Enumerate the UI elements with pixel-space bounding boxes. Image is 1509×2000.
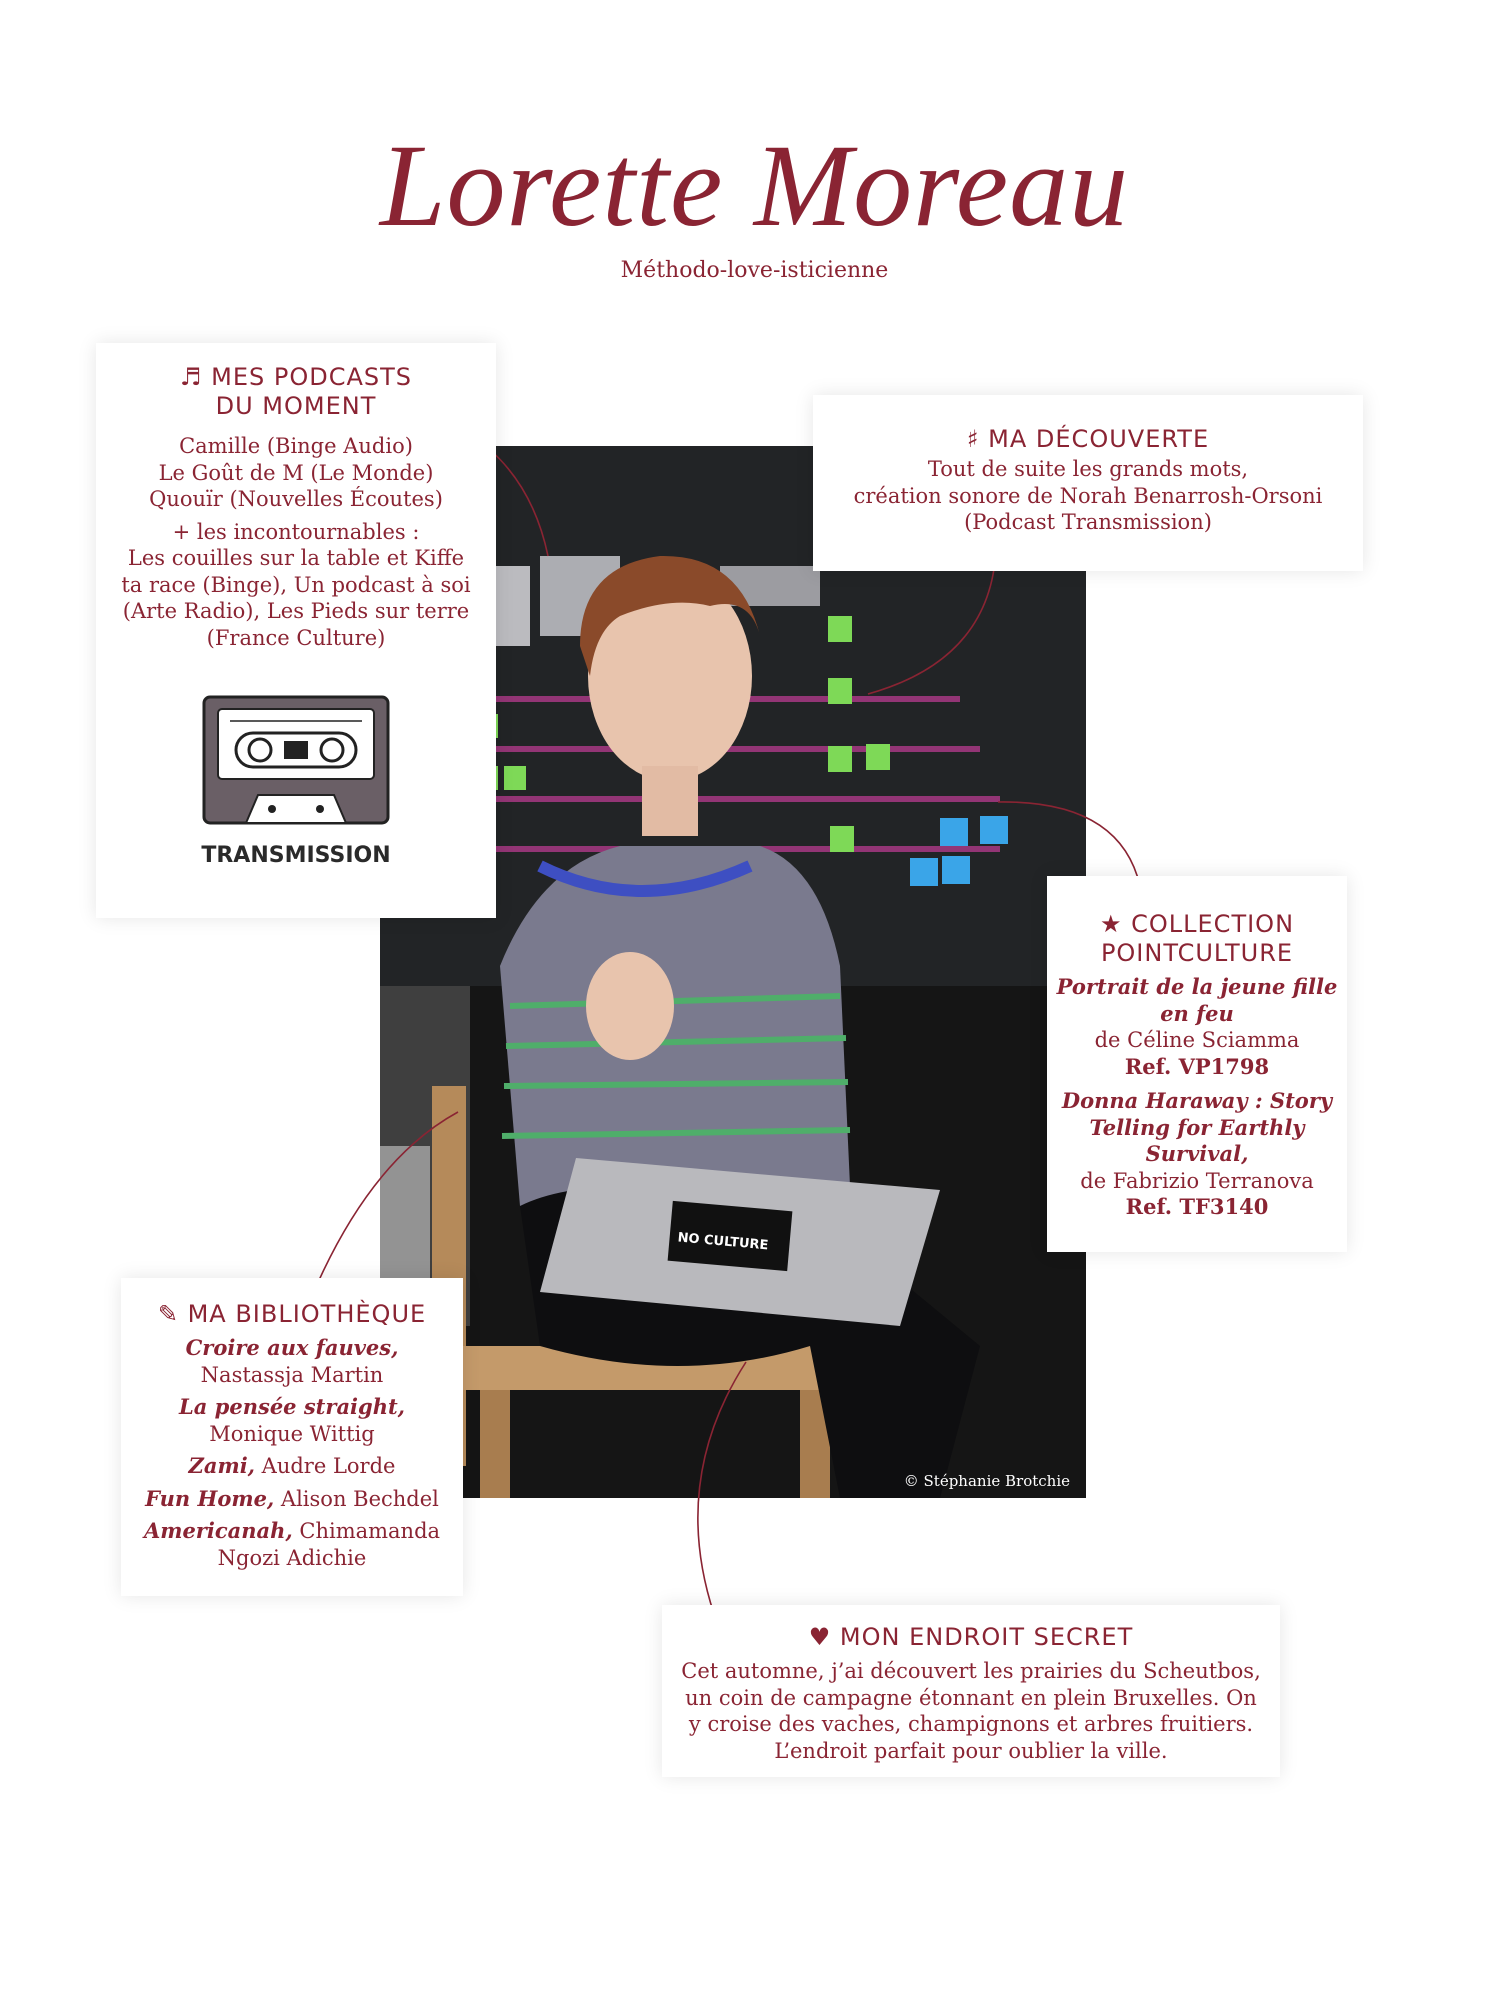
collection-item-ref: Ref. VP1798 (1124, 1053, 1270, 1079)
discovery-card (813, 395, 1363, 571)
secret-line: y croise des vaches, champignons et arbres fruitiers. (688, 1712, 1254, 1736)
collection-item-author: de Fabrizio Terranova (1080, 1168, 1314, 1193)
collection-item-title: Survival, (1145, 1141, 1249, 1166)
podcast-extra-line: Les couilles sur la table et Kiffe (127, 546, 465, 570)
book-entry (121, 1453, 463, 1480)
book-title: Zami, (188, 1453, 255, 1478)
collection-card (1047, 876, 1347, 1252)
secret-line: L’endroit parfait pour oublier la ville. (774, 1738, 1168, 1763)
podcasts-card (96, 343, 496, 918)
podcast-item: Quouïr (Nouvelles Écoutes) (149, 487, 443, 511)
book-author: Nastassja Martin (200, 1362, 384, 1387)
heart-icon: ♥ (808, 1623, 832, 1651)
collection-item-title: Portrait de la jeune fille (1056, 974, 1338, 999)
music-note-icon: ♬ (179, 363, 203, 391)
book-title: Croire aux fauves, (185, 1335, 399, 1360)
podcasts-title: ♬ MES PODCASTS DU MOMENT (179, 363, 413, 420)
star-icon: ★ (1099, 910, 1123, 938)
podcast-extra-line: (Arte Radio), Les Pieds sur terre (122, 599, 470, 623)
book-author: Audre Lorde (255, 1454, 396, 1478)
book-title: Americanah, (143, 1518, 293, 1543)
discovery-line: Tout de suite les grands mots, (927, 457, 1249, 481)
collection-item-title: en feu (1160, 1000, 1234, 1026)
discovery-title: ♯ MA DÉCOUVERTE (966, 425, 1210, 453)
podcast-extra-intro: + les incontournables : (172, 519, 420, 544)
library-card (121, 1278, 463, 1596)
cassette-icon (196, 691, 396, 835)
book-author: Chimamanda (292, 1519, 441, 1543)
transmission-logo (96, 691, 496, 868)
collection-title: ★ COLLECTION POINTCULTURE (1099, 910, 1295, 967)
podcast-item: Le Goût de M (Le Monde) (158, 460, 434, 485)
collection-item-title: Telling for Earthly (1089, 1114, 1305, 1140)
book-entry (121, 1518, 463, 1545)
collection-item-author: de Céline Sciamma (1094, 1028, 1300, 1052)
book-author: Monique Wittig (209, 1421, 375, 1446)
discovery-line: (Podcast Transmission) (964, 510, 1212, 534)
laptop-sticker-text: NO CULTURE (676, 1230, 769, 1254)
book-title: La pensée straight, (179, 1394, 405, 1419)
library-title: ✎ MA BIBLIOTHÈQUE (157, 1300, 427, 1328)
transmission-logo-text: TRANSMISSION (201, 843, 391, 868)
secret-card (662, 1605, 1280, 1777)
book-author: Ngozi Adichie (217, 1545, 367, 1570)
secret-title: ♥ MON ENDROIT SECRET (808, 1623, 1134, 1651)
discovery-line: création sonore de Norah Benarrosh-Orsoni (853, 483, 1323, 508)
pencil-icon: ✎ (157, 1300, 179, 1328)
collection-item-ref: Ref. TF3140 (1125, 1194, 1269, 1219)
podcast-item: Camille (Binge Audio) (179, 434, 413, 458)
secret-line: un coin de campagne étonnant en plein Bruxelles. On (685, 1685, 1257, 1710)
book-title: Fun Home, (145, 1485, 275, 1511)
hash-icon: ♯ (966, 425, 980, 453)
collection-item-title: Donna Haraway : Story (1061, 1088, 1333, 1113)
secret-line: Cet automne, j’ai découvert les prairies du Scheutbos, (681, 1659, 1261, 1683)
page-title: Lorette Moreau (379, 120, 1130, 251)
book-entry (121, 1486, 463, 1513)
podcast-extra-line: (France Culture) (206, 625, 386, 650)
page-subtitle: Méthodo-love-isticienne (620, 258, 889, 283)
photo-credit: © Stéphanie Brotchie (903, 1472, 1070, 1490)
book-author: Alison Bechdel (274, 1486, 439, 1511)
podcast-extra-line: ta race (Binge), Un podcast à soi (121, 572, 471, 597)
